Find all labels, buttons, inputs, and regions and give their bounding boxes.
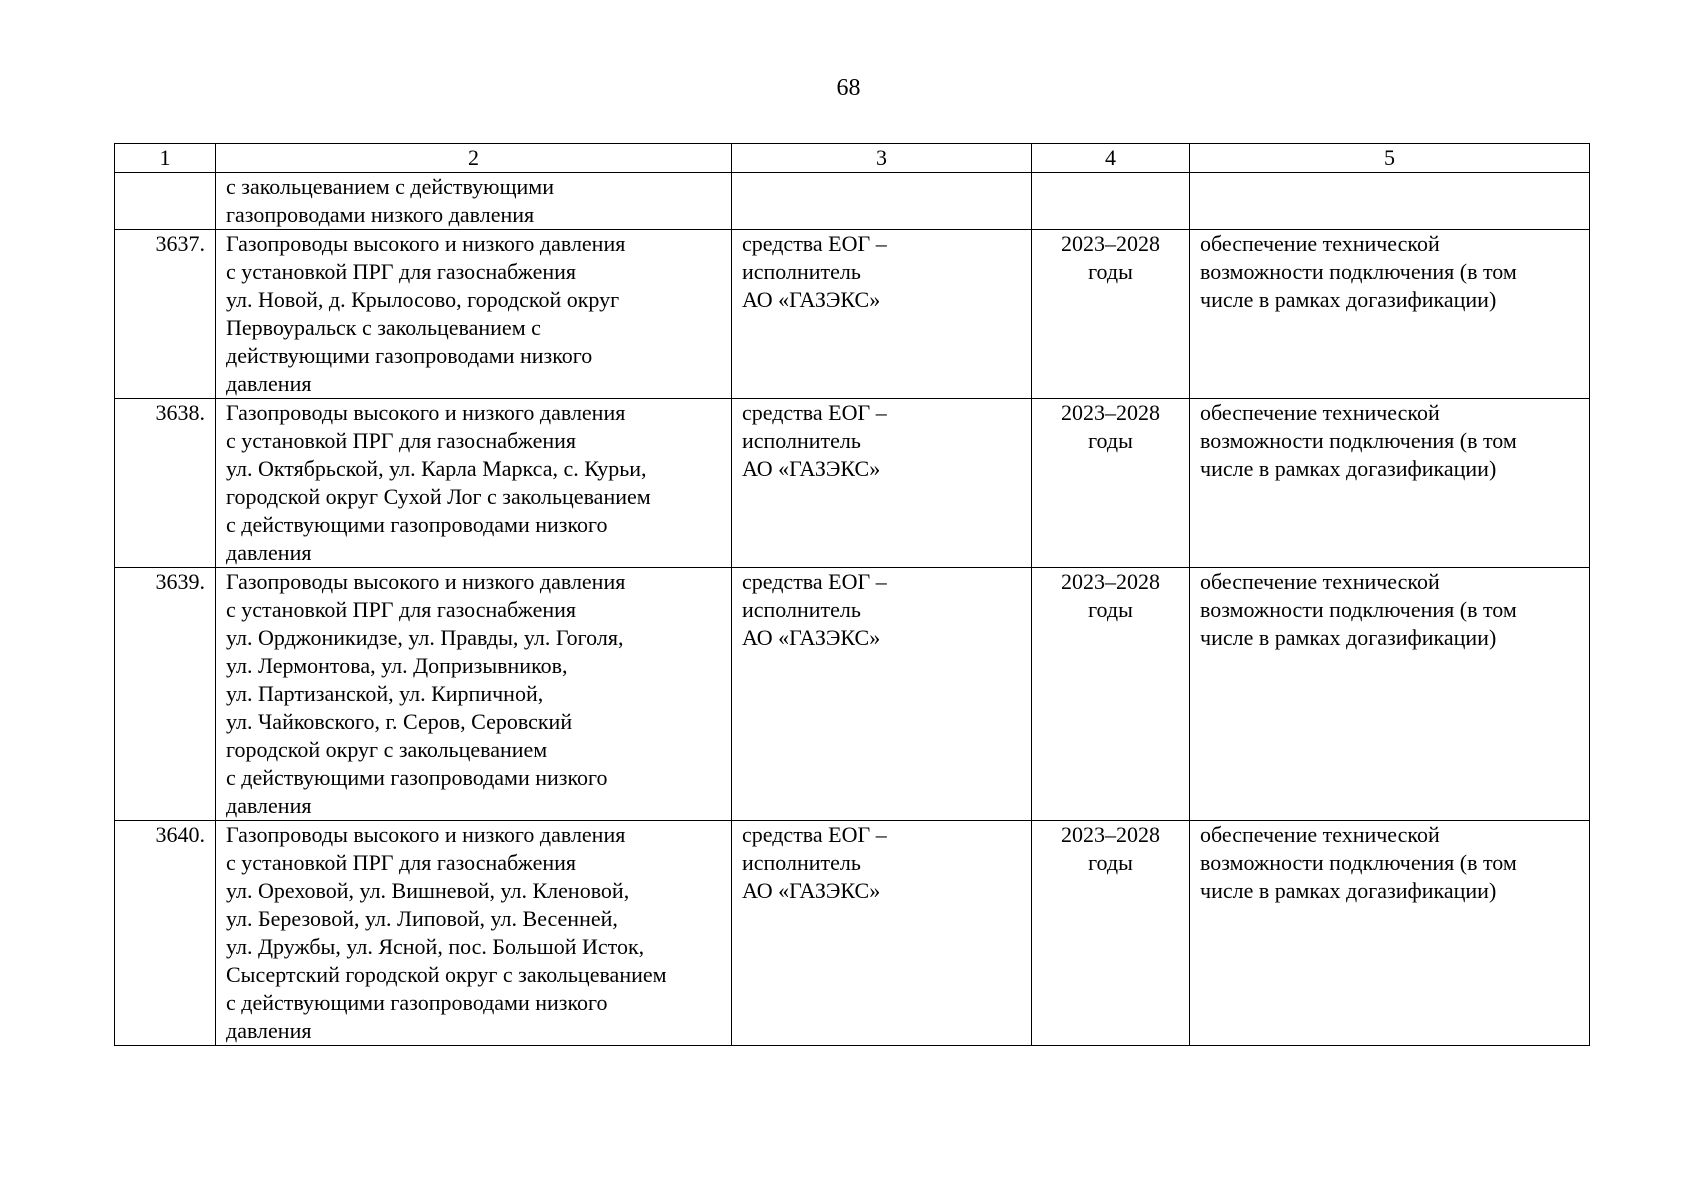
funding-source [732, 173, 1032, 230]
purpose: обеспечение технической возможности подключения (в том числе в рамках догазификации) [1190, 821, 1590, 1046]
period: 2023–2028 годы [1032, 821, 1190, 1046]
row-number [115, 173, 216, 230]
period: 2023–2028 годы [1032, 568, 1190, 821]
row-number: 3640. [115, 821, 216, 1046]
period: 2023–2028 годы [1032, 399, 1190, 568]
object-description: Газопроводы высокого и низкого давления с установкой ПРГ для газоснабжения ул. Октябрьской, ул. Карла Маркса, с. Курьи, городской округ Сухой Лог с закольцеванием с действующими газопроводами низкого давления [216, 399, 732, 568]
purpose: обеспечение технической возможности подключения (в том числе в рамках догазификации) [1190, 230, 1590, 399]
period [1032, 173, 1190, 230]
funding-source: средства ЕОГ – исполнитель АО «ГАЗЭКС» [732, 568, 1032, 821]
header-col-5: 5 [1190, 144, 1590, 173]
row-number: 3638. [115, 399, 216, 568]
object-description: с закольцеванием с действующими газопроводами низкого давления [216, 173, 732, 230]
object-description: Газопроводы высокого и низкого давления с установкой ПРГ для газоснабжения ул. Ореховой, ул. Вишневой, ул. Кленовой, ул. Березовой, ул. Липовой, ул. Весенней, ул. Дружбы, ул. Ясной, пос. Большой Исток, Сысертский городской округ с закольцеванием с действующими газопроводами низкого давления [216, 821, 732, 1046]
purpose: обеспечение технической возможности подключения (в том числе в рамках догазификации) [1190, 399, 1590, 568]
object-description: Газопроводы высокого и низкого давления с установкой ПРГ для газоснабжения ул. Новой, д. Крылосово, городской округ Первоуральск с закольцеванием с действующими газопроводами низкого давления [216, 230, 732, 399]
table-row [115, 399, 1590, 568]
table-header-row [115, 144, 1590, 173]
funding-source: средства ЕОГ – исполнитель АО «ГАЗЭКС» [732, 399, 1032, 568]
header-col-2: 2 [216, 144, 732, 173]
row-number: 3637. [115, 230, 216, 399]
period: 2023–2028 годы [1032, 230, 1190, 399]
table-row [115, 821, 1590, 1046]
purpose [1190, 173, 1590, 230]
object-description: Газопроводы высокого и низкого давления с установкой ПРГ для газоснабжения ул. Орджоникидзе, ул. Правды, ул. Гоголя, ул. Лермонтова, ул. Допризывников, ул. Партизанской, ул. Кирпичной, ул. Чайковского, г. Серов, Серовский городской округ с закольцеванием с действующими газопроводами низкого давления [216, 568, 732, 821]
header-col-3: 3 [732, 144, 1032, 173]
table-row [115, 568, 1590, 821]
funding-source: средства ЕОГ – исполнитель АО «ГАЗЭКС» [732, 821, 1032, 1046]
header-col-4: 4 [1032, 144, 1190, 173]
table-row [115, 230, 1590, 399]
purpose: обеспечение технической возможности подключения (в том числе в рамках догазификации) [1190, 568, 1590, 821]
page-number: 68 [836, 75, 861, 101]
gas-pipeline-table [114, 143, 1590, 1046]
header-col-1: 1 [115, 144, 216, 173]
funding-source: средства ЕОГ – исполнитель АО «ГАЗЭКС» [732, 230, 1032, 399]
table-row-continuation [115, 173, 1590, 230]
row-number: 3639. [115, 568, 216, 821]
